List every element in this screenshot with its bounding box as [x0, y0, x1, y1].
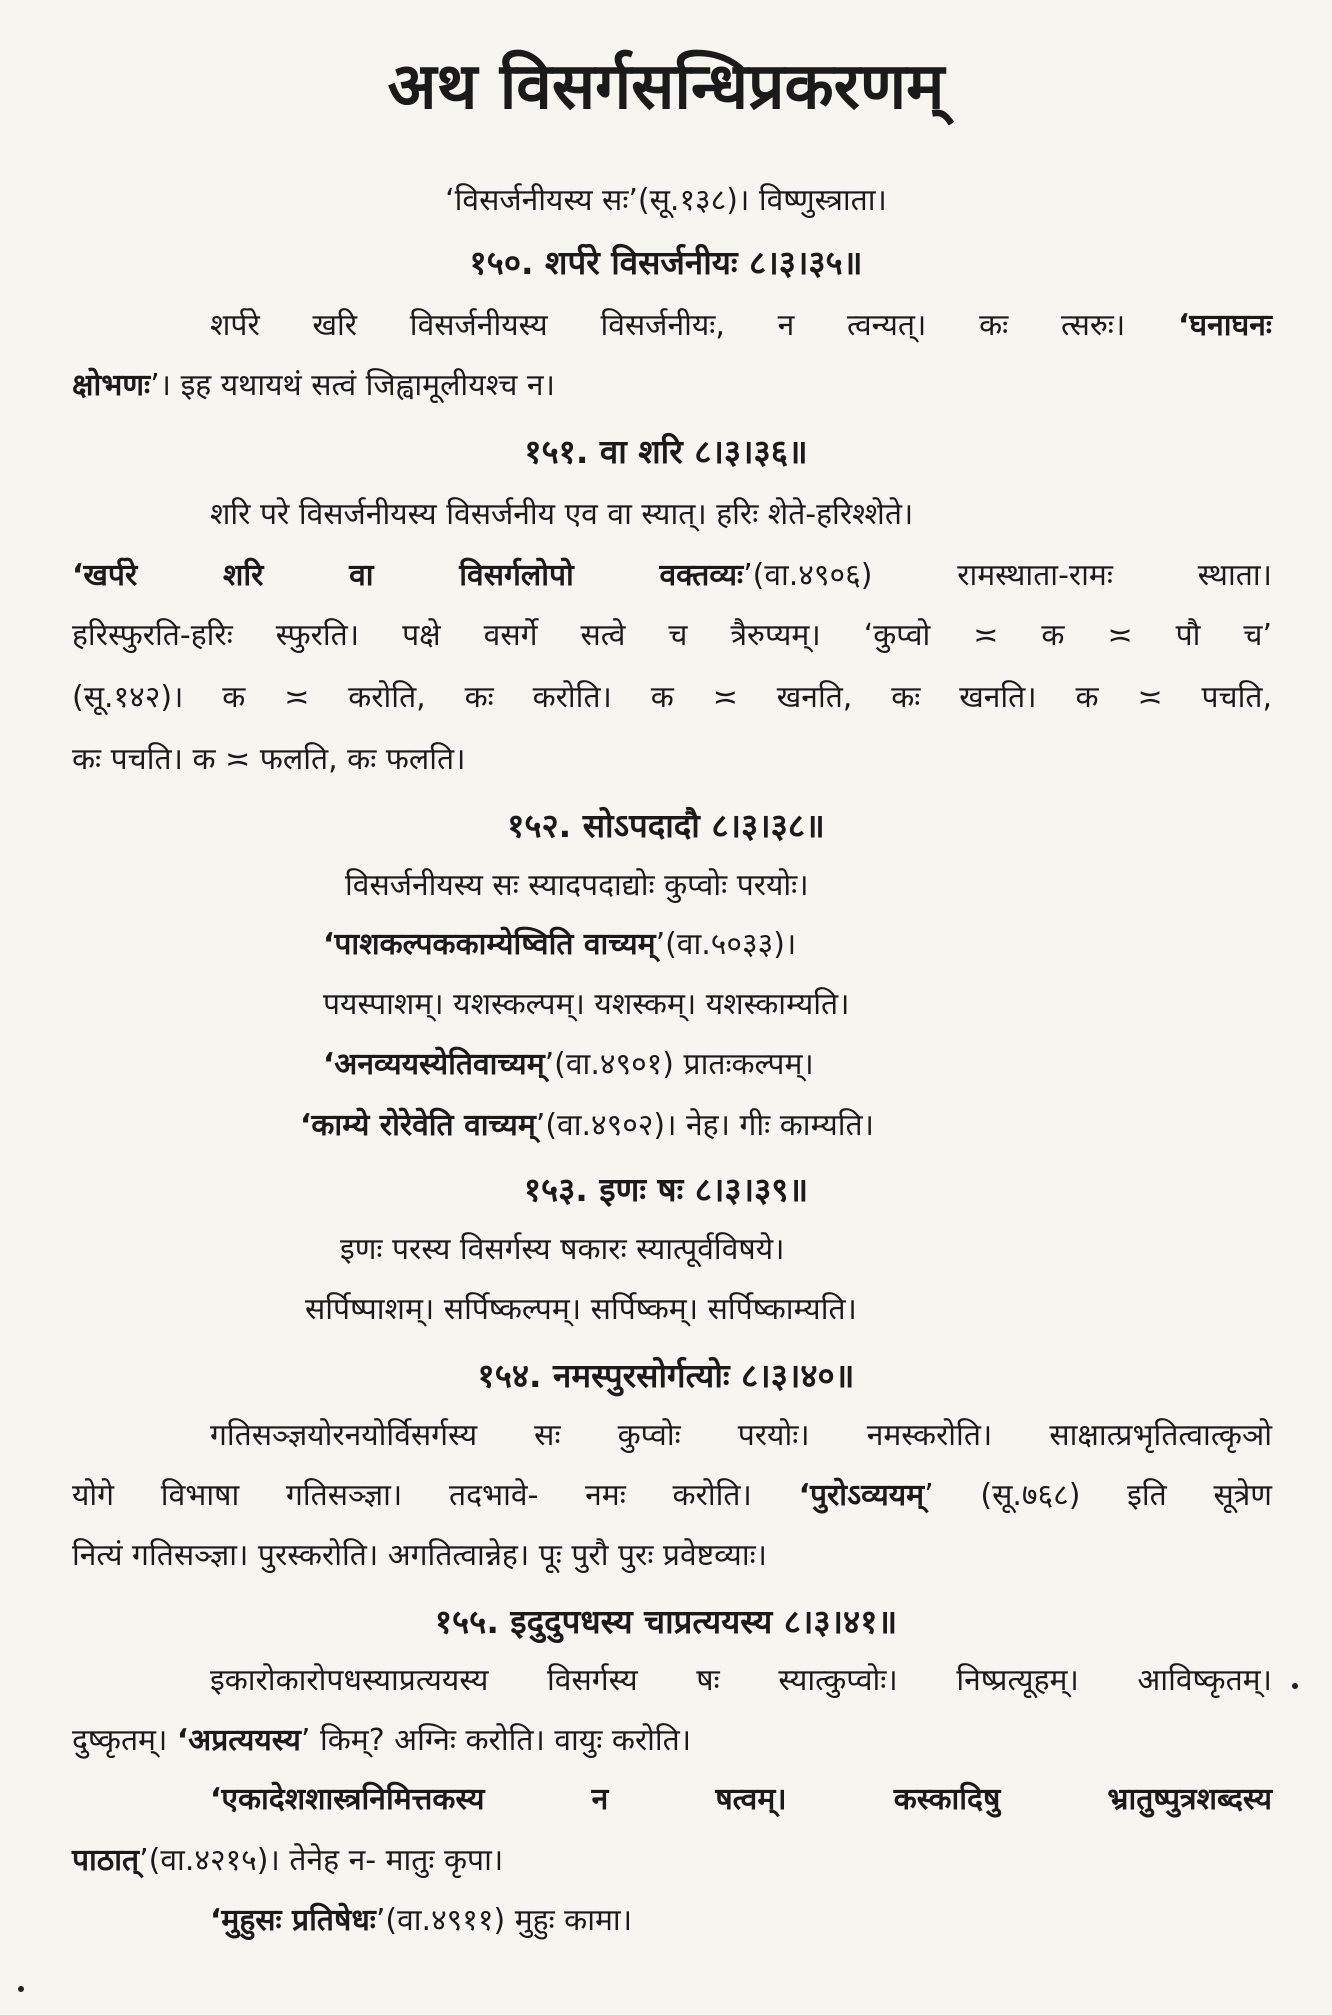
- text-line: [305, 1292, 857, 1328]
- text-run: ’(वा.४९०१) प्रातःकल्पम्।: [544, 1047, 814, 1082]
- text-run: गतिसञ्ज्ञयोरनयोर्विसर्गस्य सः कुप्वोः परयोः। नमस्करोति। साक्षात्प्रभृतित्वात्कृञो: [210, 1418, 1272, 1453]
- print-speck: [18, 1986, 24, 1992]
- bold-text-run: क्षोभणः: [72, 368, 151, 403]
- bold-text-run: ‘खर्परे शरि वा विसर्गलोपो वक्तव्यः: [72, 558, 744, 593]
- bold-text-run: ‘एकादेशशास्त्रनिमित्तकस्य न षत्वम्। कस्कादिषु भ्रातुष्पुत्रशब्दस्य: [210, 1782, 1272, 1817]
- text-run: योगे विभाषा गतिसञ्ज्ञा। तदभावे- नमः करोति।: [72, 1478, 799, 1513]
- text-run: ‘विसर्जनीयस्य सः’(सू.१३८)। विष्णुस्त्राता।: [445, 183, 887, 218]
- text-run: इकारोकारोपधस्याप्रत्ययस्य विसर्गस्य षः स्यात्कुप्वोः। निष्प्रत्यूहम्। आविष्कृतम्।: [210, 1663, 1272, 1698]
- text-run: नित्यं गतिसञ्ज्ञा। पुरस्करोति। अगतित्वान्नेह। पूः पुरौ पुरः प्रवेष्टव्याः।: [72, 1538, 768, 1573]
- sutra-heading-154: [0, 1356, 1332, 1396]
- text-line: [210, 1663, 1272, 1699]
- bold-text-run: ‘अनव्ययस्येतिवाच्यम्: [323, 1047, 545, 1082]
- text-run: कः पचति। क ≍ फलति, कः फलति।: [72, 742, 466, 777]
- text-run: १५३. इणः षः ८।३।३९॥: [523, 1170, 809, 1209]
- text-run: ’। इह यथायथं सत्वं जिह्वामूलीयश्च न।: [150, 368, 555, 403]
- text-line: [210, 497, 913, 533]
- text-line: [72, 680, 1272, 716]
- text-line: [323, 927, 796, 963]
- text-run: १५४. नमस्पुरसोर्गत्योः ८।३।४०॥: [477, 1356, 855, 1395]
- bold-text-run: ‘पाशकल्पककाम्येष्विति वाच्यम्: [323, 927, 656, 962]
- text-line: [323, 987, 849, 1023]
- bold-text-run: ‘पुरोऽव्ययम्: [798, 1478, 925, 1513]
- text-run: (सू.१४२)। क ≍ करोति, कः करोति। क ≍ खनति, कः खनति। क ≍ पचति,: [72, 680, 1272, 715]
- text-line: [340, 1232, 785, 1268]
- page-title: अथ विसर्गसन्धिप्रकरणम्: [387, 50, 945, 124]
- text-run: सर्पिष्पाशम्। सर्पिष्कल्पम्। सर्पिष्कम्। सर्पिष्काम्यति।: [305, 1292, 857, 1327]
- text-line: [72, 1843, 503, 1879]
- bold-text-run: ‘अप्रत्ययस्य: [176, 1723, 301, 1758]
- sutra-heading-153: [0, 1170, 1332, 1210]
- text-line: [210, 1782, 1272, 1818]
- text-run: ’(वा.४९११) मुहुः कामा।: [375, 1903, 633, 1938]
- text-line: [72, 742, 466, 778]
- text-run: १५२. सोऽपदादौ ८।३।३८॥: [507, 806, 825, 845]
- text-line: [72, 1538, 767, 1574]
- text-line: [72, 1723, 691, 1759]
- text-run: ’(वा.५०३३)।: [655, 927, 797, 962]
- text-run: विसर्जनीयस्य सः स्यादपदाद्योः कुप्वोः परयोः।: [345, 868, 809, 903]
- print-speck: [1292, 1683, 1298, 1689]
- text-line: [72, 618, 1272, 654]
- text-run: १५५. इदुदुपधस्य चाप्रत्ययस्य ८।३।४१॥: [434, 1602, 898, 1641]
- text-line: [72, 558, 1272, 594]
- text-line: [323, 1047, 814, 1083]
- text-run: ’ (सू.७६८) इति सूत्रेण: [924, 1478, 1272, 1513]
- text-line: [210, 1418, 1272, 1454]
- text-line: [72, 1478, 1272, 1514]
- text-run: ’(वा.४२१५)। तेनेह न- मातुः कृपा।: [139, 1843, 504, 1878]
- text-run: शरि परे विसर्जनीयस्य विसर्जनीय एव वा स्यात्। हरिः शेते-हरिश्शेते।: [210, 497, 914, 532]
- text-run: शर्परे खरि विसर्जनीयस्य विसर्जनीयः, न त्वन्यत्। कः त्सरुः।: [210, 308, 1178, 343]
- bold-text-run: ‘मुहुसः प्रतिषेधः: [210, 1903, 376, 1938]
- text-run: १५१. वा शरि ८।३।३६॥: [524, 432, 808, 471]
- text-run: ’ किम्? अग्निः करोति। वायुः करोति।: [300, 1723, 692, 1758]
- text-run: दुष्कृतम्।: [72, 1723, 177, 1758]
- text-line: [210, 1903, 632, 1939]
- sutra-heading-152: [0, 806, 1332, 846]
- sutra-heading-155: [0, 1602, 1332, 1642]
- text-run: १५०. शर्परे विसर्जनीयः ८।३।३५॥: [469, 243, 863, 282]
- text-line: [0, 183, 1332, 219]
- text-line: [210, 308, 1272, 344]
- bold-text-run: पाठात्: [72, 1843, 140, 1878]
- text-run: पयस्पाशम्। यशस्कल्पम्। यशस्कम्। यशस्काम्यति।: [323, 987, 850, 1022]
- text-run: इणः परस्य विसर्गस्य षकारः स्यात्पूर्वविषये।: [340, 1232, 785, 1267]
- sutra-heading-151: [0, 432, 1332, 472]
- text-line: [345, 868, 809, 904]
- text-line: [300, 1108, 874, 1144]
- bold-text-run: ‘घनाघनः: [1178, 308, 1272, 343]
- text-line: [72, 368, 555, 404]
- text-run: ’(वा.४९०६) रामस्थाता-रामः स्थाता।: [743, 558, 1272, 593]
- sutra-heading-150: [0, 243, 1332, 283]
- text-run: हरिस्फुरति-हरिः स्फुरति। पक्षे वसर्गे सत्वे च त्रैरुप्यम्। ‘कुप्वो ≍ क ≍ पौ च’: [72, 618, 1272, 653]
- bold-text-run: ‘काम्ये रोरेवेति वाच्यम्: [300, 1108, 536, 1143]
- text-run: ’(वा.४९०२)। नेह। गीः काम्यति।: [535, 1108, 874, 1143]
